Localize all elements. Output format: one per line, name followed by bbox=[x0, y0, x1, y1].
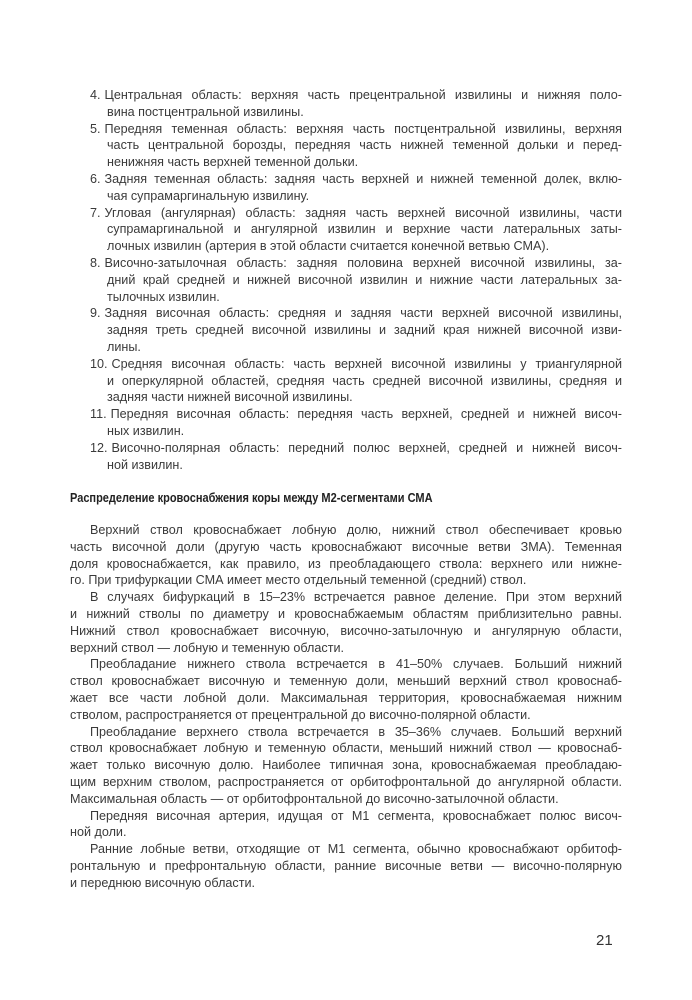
paragraph-line: го. При трифуркации СМА имеет место отдельный теменной (средний) ствол. bbox=[70, 573, 527, 588]
paragraph bbox=[70, 808, 622, 842]
list-item bbox=[90, 171, 622, 205]
paragraph-line: ствол кровоснабжает височную и теменную доли, меньший верхний ствол кровоснаб- bbox=[70, 674, 622, 689]
paragraph-line: Нижний ствол кровоснабжает височную, височно-затылочную и ангулярную области, bbox=[70, 623, 622, 638]
list-item-text: лочных извилин (артерия в этой области считается конечной ветвью СМА). bbox=[107, 239, 550, 254]
paragraph bbox=[70, 841, 622, 891]
list-item-text: Угловая (ангулярная) область: задняя часть верхней височной извилины, части bbox=[104, 205, 622, 220]
list-item-line bbox=[90, 188, 622, 205]
paragraph-line: доля кровоснабжается, как правило, из преобладающего ствола: верхнего или нижне- bbox=[70, 556, 622, 571]
list-item-number: 6. bbox=[90, 171, 101, 186]
list-item bbox=[90, 305, 622, 355]
list-item bbox=[90, 255, 622, 305]
list-item-line bbox=[90, 154, 622, 171]
paragraph-line: В случаях бифуркаций в 15–23% встречается равное деление. При этом верхний bbox=[90, 590, 622, 605]
list-item-text: ненижняя часть верхней теменной дольки. bbox=[107, 155, 359, 170]
section-body bbox=[70, 522, 622, 892]
list-item-number: 7. bbox=[90, 205, 101, 220]
list-item-line bbox=[90, 205, 622, 222]
paragraph-line: стволом, распространяется от прецентральной до височно-полярной области. bbox=[70, 707, 531, 722]
paragraph bbox=[70, 522, 622, 589]
list-item-line bbox=[90, 305, 622, 322]
list-item-text: тылочных извилин. bbox=[107, 289, 220, 304]
list-item-text: часть центральной борозды, передняя часть нижней теменной дольки и перед- bbox=[107, 138, 622, 153]
list-item-text: супрамаргинальной и ангулярной извилин и верхние части латеральных заты- bbox=[107, 222, 622, 237]
section-heading: Распределение кровоснабжения коры между М2-сегментами СМА bbox=[70, 490, 433, 505]
list-item-line bbox=[90, 171, 622, 188]
list-item-number: 5. bbox=[90, 121, 101, 136]
paragraph-line: ной доли. bbox=[70, 825, 127, 840]
paragraph bbox=[70, 724, 622, 808]
list-item-line bbox=[90, 272, 622, 289]
list-item-text: Центральная область: верхняя часть прецентральной извилины и нижняя поло- bbox=[104, 88, 622, 102]
paragraph-line: Ранние лобные ветви, отходящие от М1 сегмента, обычно кровоснабжают орбитоф- bbox=[90, 842, 622, 857]
region-list bbox=[90, 87, 622, 473]
list-item-line bbox=[90, 322, 622, 339]
list-item-text: ных извилин. bbox=[107, 423, 185, 438]
list-item bbox=[90, 205, 622, 255]
list-item-number: 9. bbox=[90, 306, 101, 321]
paragraph-line: щим верхним стволом, распространяется от орбитофронтальной до ангулярной области. bbox=[70, 774, 622, 789]
paragraph-line: Передняя височная артерия, идущая от М1 сегмента, кровоснабжает полюс височ- bbox=[90, 808, 622, 823]
list-item-number: 8. bbox=[90, 255, 101, 270]
paragraph-line: верхний ствол — лобную и теменную области. bbox=[70, 640, 344, 655]
page-number: 21 bbox=[596, 932, 613, 949]
list-item-line bbox=[90, 121, 622, 138]
list-item-line bbox=[90, 221, 622, 238]
list-item-text: Передняя височная область: передняя часть верхней, средней и нижней височ- bbox=[110, 407, 622, 422]
paragraph-line: жает только височную долю. Наиболее типичная зона, кровоснабжаемая преобладаю- bbox=[70, 758, 622, 773]
paragraph bbox=[70, 656, 622, 723]
paragraph-line: Максимальная область — от орбитофронтальной до височно-затылочной области. bbox=[70, 791, 559, 806]
list-item-number: 10. bbox=[90, 356, 108, 371]
paragraph-line: и переднюю височную области. bbox=[70, 875, 256, 890]
list-item-line bbox=[90, 87, 622, 104]
list-item bbox=[90, 121, 622, 171]
paragraph-line: ронтальную и префронтальную области, ранние височные ветви — височно-полярную bbox=[70, 858, 622, 873]
list-item-number: 11. bbox=[90, 407, 107, 422]
list-item-line bbox=[90, 423, 622, 440]
list-item-text: Средняя височная область: часть верхней височной извилины у триангулярной bbox=[111, 356, 622, 371]
paragraph-line: жает все части лобной доли. Максимальная территория, кровоснабжаемая нижним bbox=[70, 690, 622, 705]
list-item-line bbox=[90, 255, 622, 272]
list-item-line bbox=[90, 104, 622, 121]
paragraph-line: Верхний ствол кровоснабжает лобную долю, нижний ствол обеспечивает кровью bbox=[90, 523, 622, 537]
list-item bbox=[90, 87, 622, 121]
list-item-text: задняя треть средней височной извилины и задний края нижней височной изви- bbox=[107, 323, 622, 338]
list-item-number: 4. bbox=[90, 88, 101, 102]
list-item-line bbox=[90, 238, 622, 255]
list-item-text: Височно-затылочная область: задняя половина верхней височной извилины, за- bbox=[104, 255, 622, 270]
list-item bbox=[90, 406, 622, 440]
list-item bbox=[90, 356, 622, 406]
list-item-line bbox=[90, 356, 622, 373]
list-item bbox=[90, 440, 622, 474]
paragraph-line: Преобладание верхнего ствола встречается в 35–36% случаев. Больший верхний bbox=[90, 724, 622, 739]
paragraph-line: Преобладание нижнего ствола встречается в 41–50% случаев. Больший нижний bbox=[90, 657, 622, 672]
paragraph-line: и нижний стволы по диаметру и кровоснабжаемым областям приблизительно равны. bbox=[70, 606, 622, 621]
paragraph-line: ствол кровоснабжает лобную и теменную области, меньший нижний ствол — кровоснаб- bbox=[70, 741, 622, 756]
list-item-text: чая супрамаргинальную извилину. bbox=[107, 188, 310, 203]
list-item-line bbox=[90, 457, 622, 474]
list-item-line bbox=[90, 339, 622, 356]
list-item-line bbox=[90, 406, 622, 423]
list-item-line bbox=[90, 440, 622, 457]
list-item-line bbox=[90, 137, 622, 154]
list-item-text: задняя части нижней височной извилины. bbox=[107, 390, 353, 405]
list-item-text: вина постцентральной извилины. bbox=[107, 104, 304, 119]
paragraph-line: часть височной доли (другую часть кровоснабжают височные ветви ЗМА). Теменная bbox=[70, 539, 622, 554]
list-item-text: дний край средней и нижней височной извилин и нижние части латеральных за- bbox=[107, 272, 622, 287]
list-item-text: Передняя теменная область: верхняя часть постцентральной извилины, верхняя bbox=[104, 121, 622, 136]
list-item-text: ной извилин. bbox=[107, 457, 183, 472]
list-item-text: лины. bbox=[107, 339, 141, 354]
list-item-text: и оперкулярной областей, средняя часть средней височной извилины, средняя и bbox=[107, 373, 622, 388]
list-item-line bbox=[90, 289, 622, 306]
list-item-number: 12. bbox=[90, 440, 108, 455]
list-item-line bbox=[90, 373, 622, 390]
list-item-text: Задняя височная область: средняя и задняя части верхней височной извилины, bbox=[104, 306, 622, 321]
list-item-text: Височно-полярная область: передний полюс верхней, средней и нижней височ- bbox=[111, 440, 622, 455]
paragraph bbox=[70, 589, 622, 656]
list-item-text: Задняя теменная область: задняя часть верхней и нижней теменной долек, вклю- bbox=[104, 171, 622, 186]
list-item-line bbox=[90, 389, 622, 406]
